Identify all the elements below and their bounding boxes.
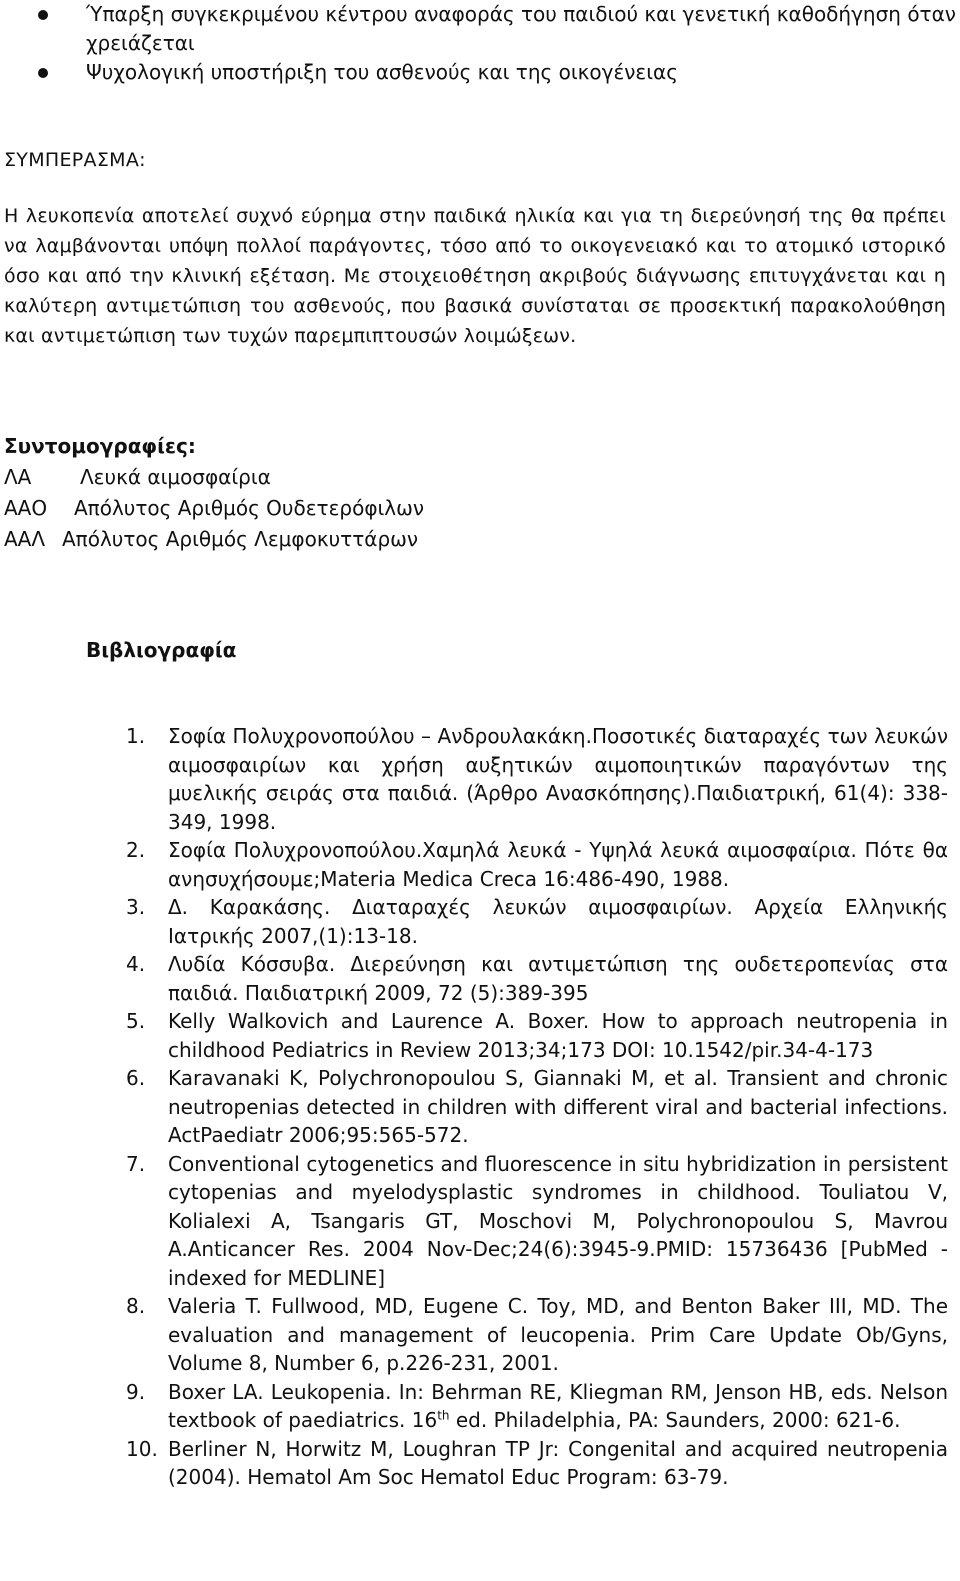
reference-item — [126, 950, 948, 1007]
reference-item — [126, 722, 948, 836]
reference-number: 10. — [126, 1436, 158, 1461]
reference-number: 5. — [126, 1009, 146, 1033]
reference-text: Λυδία Κόσσυβα. Διερεύνηση και αντιμετώπιση της ουδετεροπενίας στα παιδιά. Παιδιατρική 2009, 72 (5):389-395 — [168, 952, 948, 1005]
reference-text — [168, 1378, 948, 1435]
abbreviation-meaning: Απόλυτος Αριθμός Ουδετερόφιλων — [74, 496, 425, 520]
abbreviation-row — [4, 524, 424, 555]
reference-text: Karavanaki K, Polychronopoulou S, Giannaki M, et al. Transient and chronic neutropenias detected in children with different viral and bacterial infections. ActPaediatr 2006;95:565-572. — [168, 1066, 948, 1147]
reference-number: 1. — [126, 724, 146, 748]
reference-item — [126, 1378, 948, 1435]
reference-list — [126, 722, 948, 1492]
bibliography-heading: Βιβλιογραφία — [86, 638, 237, 662]
reference-number: 9. — [126, 1379, 146, 1404]
reference-number: 8. — [126, 1294, 146, 1318]
reference-number: 3. — [126, 895, 146, 919]
superscript-ordinal: th — [437, 1408, 450, 1423]
reference-text: Σοφία Πολυχρονοπούλου.Χαμηλά λευκά - Υψηλά λευκά αιμοσφαίρια. Πότε θα ανησυχήσουμε;Materia Medica Creca 16:486-490, 1988. — [168, 838, 948, 891]
reference-text-main: Boxer LA. Leukopenia. In: Behrman RE, Kliegman RM, Jenson HB, eds. Nelson textbook of paediatrics. 16 — [168, 1379, 948, 1432]
reference-number: 6. — [126, 1066, 146, 1090]
reference-text: Kelly Walkovich and Laurence A. Boxer. How to approach neutropenia in childhood Pediatrics in Review 2013;34;173 DOI: 10.1542/pir.34-4-173 — [168, 1009, 948, 1062]
reference-text: Conventional cytogenetics and fluorescence in situ hybridization in persistent cytopenias and myelodysplastic syndromes in childhood. Touliatou V, Kolialexi A, Tsangaris GT, Moschovi M, Polychronopoulou S, Mavrou A.Anticancer Res. 2004 Nov-Dec;24(6):3945-9.PMID: 15736436 [PubMed - indexed for MEDLINE] — [168, 1151, 948, 1290]
bullet-item — [0, 0, 960, 58]
bullet-list — [0, 0, 960, 87]
abbreviations-heading: Συντομογραφίες: — [4, 434, 196, 458]
bullet-icon — [38, 68, 48, 78]
reference-item — [126, 1064, 948, 1150]
bullet-icon — [38, 10, 48, 20]
abbreviations-list — [4, 462, 424, 555]
abbreviation-meaning: Λευκά αιμοσφαίρια — [80, 465, 271, 489]
bullet-item — [0, 58, 960, 87]
reference-text: Δ. Καρακάσης. Διαταραχές λευκών αιμοσφαιρίων. Αρχεία Ελληνικής Ιατρικής 2007,(1):13-18. — [168, 895, 948, 948]
abbreviation-meaning: Απόλυτος Αριθμός Λεμφοκυττάρων — [62, 527, 419, 551]
abbreviation-code: ΑΑΛ — [4, 527, 46, 551]
reference-text: Berliner N, Horwitz M, Loughran TP Jr: Congenital and acquired neutropenia (2004). Hematol Am Soc Hematol Educ Program: 63-79. — [168, 1436, 948, 1489]
reference-text: Valeria T. Fullwood, MD, Eugene C. Toy, MD, and Benton Baker III, MD. The evaluation and management of leucopenia. Prim Care Update Ob/Gyns, Volume 8, Number 6, p.226-231, 2001. — [168, 1294, 948, 1375]
bullet-text: Ύπαρξη συγκεκριμένου κέντρου αναφοράς του παιδιού και γενετική καθοδήγηση όταν χρειάζεται — [86, 2, 956, 55]
reference-item — [126, 893, 948, 950]
reference-item — [126, 1150, 948, 1293]
reference-item — [126, 836, 948, 893]
abbreviation-row — [4, 493, 424, 524]
conclusion-heading: ΣΥΜΠΕΡΑΣΜΑ: — [4, 149, 146, 171]
reference-text-tail: ed. Philadelphia, PA: Saunders, 2000: 621-6. — [449, 1408, 901, 1432]
reference-number: 2. — [126, 838, 146, 862]
reference-item — [126, 1435, 948, 1492]
reference-number: 7. — [126, 1151, 146, 1176]
abbreviation-code: ΛΑ — [4, 465, 32, 489]
reference-item — [126, 1007, 948, 1064]
conclusion-paragraph: Η λευκοπενία αποτελεί συχνό εύρημα στην παιδικά ηλικία και για τη διερεύνησή της θα πρέπει να λαμβάνονται υπόψη πολλοί παράγοντες, τόσο από το οικογενειακό και το ατομικό ιστορικό όσο και από την κλινική εξέταση. Με στοιχειοθέτηση ακριβούς διάγνωσης επιτυγχάνεται και η καλύτερη αντιμετώπιση του ασθενούς, που βασικά συνίσταται σε προσεκτική παρακολούθηση και αντιμετώπιση των τυχών παρεμπιπτουσών λοιμώξεων. — [4, 205, 946, 347]
abbreviation-row — [4, 462, 424, 493]
abbreviation-code: ΑΑΟ — [4, 496, 48, 520]
reference-item — [126, 1292, 948, 1378]
reference-text: Σοφία Πολυχρονοπούλου – Ανδρουλακάκη.Ποσοτικές διαταραχές των λευκών αιμοσφαιρίων και χρήση αυξητικών αιμοποιητικών παραγόντων της μυελικής σειράς στα παιδιά. (Άρθρο Ανασκόπησης).Παιδιατρική, 61(4): 338-349, 1998. — [168, 724, 948, 834]
bullet-text: Ψυχολογική υποστήριξη του ασθενούς και της οικογένειας — [86, 60, 678, 84]
reference-number: 4. — [126, 952, 146, 976]
